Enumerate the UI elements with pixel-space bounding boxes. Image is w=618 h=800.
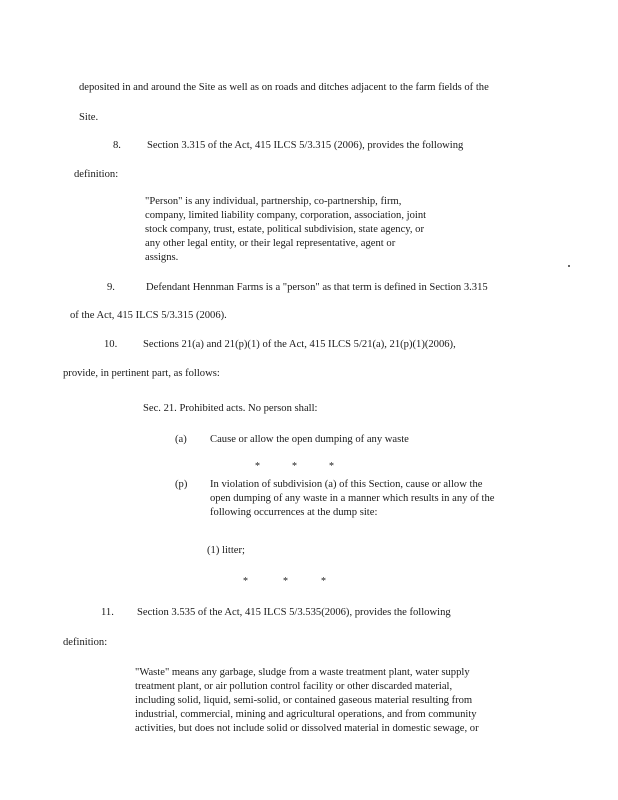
- block-quote-line: assigns.: [145, 252, 179, 263]
- item-text-line: open dumping of any waste in a manner which results in any of the: [210, 493, 495, 504]
- paragraph-text: provide, in pertinent part, as follows:: [63, 368, 220, 379]
- section-heading: Sec. 21. Prohibited acts. No person shall:: [143, 403, 318, 414]
- block-quote-line: company, limited liability company, corporation, association, joint: [145, 210, 427, 221]
- paragraph-text: definition:: [63, 637, 108, 648]
- paragraph-text: Sections 21(a) and 21(p)(1) of the Act, 415 ILCS 5/21(a), 21(p)(1)(2006),: [143, 339, 456, 350]
- item-text-line: In violation of subdivision (a) of this Section, cause or allow the: [210, 479, 483, 490]
- scan-speck: [568, 265, 570, 267]
- paragraph-text: Section 3.535 of the Act, 415 ILCS 5/3.535(2006), provides the following: [137, 607, 451, 618]
- continuation-line: deposited in and around the Site as well as on roads and ditches adjacent to the farm fields of the: [79, 82, 489, 93]
- block-quote-line: stock company, trust, estate, political subdivision, state agency, or: [145, 224, 425, 235]
- paragraph-text: of the Act, 415 ILCS 5/3.315 (2006).: [70, 310, 227, 321]
- ellipsis-asterisk: *: [329, 461, 334, 472]
- paragraph-number: 10.: [104, 339, 118, 350]
- ellipsis-asterisk: *: [243, 576, 248, 587]
- item-text: Cause or allow the open dumping of any waste: [210, 434, 409, 445]
- sub-item: (1) litter;: [207, 545, 245, 556]
- paragraph-text: Section 3.315 of the Act, 415 ILCS 5/3.315 (2006), provides the following: [147, 140, 464, 151]
- block-quote-line: "Person" is any individual, partnership, co-partnership, firm,: [145, 196, 402, 207]
- item-label: (p): [175, 479, 188, 490]
- block-quote-line: any other legal entity, or their legal representative, agent or: [145, 238, 396, 249]
- paragraph-text: definition:: [74, 169, 119, 180]
- continuation-line: Site.: [79, 112, 99, 123]
- paragraph-number: 9.: [107, 282, 115, 293]
- item-text-line: following occurrences at the dump site:: [210, 507, 378, 518]
- block-quote-line: industrial, commercial, mining and agricultural operations, and from community: [135, 709, 477, 720]
- ellipsis-asterisk: *: [321, 576, 326, 587]
- ellipsis-asterisk: *: [255, 461, 260, 472]
- block-quote-line: "Waste" means any garbage, sludge from a waste treatment plant, water supply: [135, 667, 470, 678]
- block-quote-line: activities, but does not include solid or dissolved material in domestic sewage, or: [135, 723, 479, 734]
- ellipsis-asterisk: *: [283, 576, 288, 587]
- ellipsis-asterisk: *: [292, 461, 297, 472]
- item-label: (a): [175, 434, 187, 445]
- block-quote-line: treatment plant, or air pollution control facility or other discarded material,: [135, 681, 453, 692]
- paragraph-number: 11.: [101, 607, 114, 618]
- paragraph-text: Defendant Hennman Farms is a "person" as that term is defined in Section 3.315: [146, 282, 488, 293]
- block-quote-line: including solid, liquid, semi-solid, or contained gaseous material resulting from: [135, 695, 473, 706]
- paragraph-number: 8.: [113, 140, 121, 151]
